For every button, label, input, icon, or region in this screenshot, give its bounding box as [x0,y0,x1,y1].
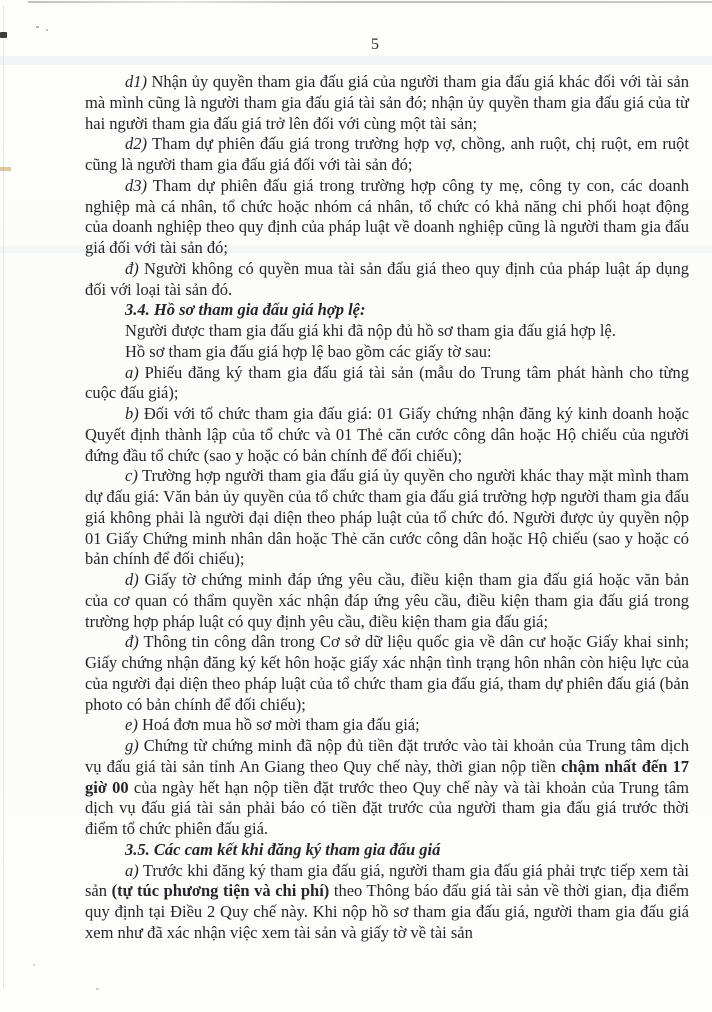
scan-artifact-top-line [28,1,712,3]
scan-artifact-speck [33,964,35,966]
clause-text: theo Thông báo đấu giá tài sản về thời gian, địa điểm quy định tại Điều 2 Quy chế này. Khi nộp hồ sơ tham gia đấu giá, người tham gia đấu giá xem như đã xác nhận việc xem tài sản và giấy tờ về tài sản [85,881,690,942]
clause-g [85,736,689,840]
document-body [85,72,689,944]
clause-text: Nhận ủy quyền tham gia đấu giá của người tham gia đấu giá khác đối với tài sản mà mình cũng là người tham gia đấu giá tài sản đó; nhận ủy quyền tham gia đấu giá của từ hai người tham gia đấu giá trở lên đối với cùng một tài sản; [85,72,689,133]
list-marker: d) [125,570,139,589]
clause-b [85,404,689,466]
scan-artifact-left-dash [0,32,7,38]
clause-text: Hoá đơn mua hồ sơ mời tham gia đấu giá; [141,715,420,735]
clause-text: Tham dự phiên đấu giá trong trường hợp công ty mẹ, công ty con, các doanh nghiệp mà cá nhân, tổ chức hoặc nhóm cá nhân, tổ chức có khả năng chi phối hoạt động của doanh nghiệp theo quy định của pháp luật về doanh nghiệp cũng là người tham gia đấu giá đối với tài sản đó; [85,175,690,257]
clause-d1 [85,72,689,134]
list-marker: d3) [125,175,147,195]
list-marker: b) [125,404,139,423]
list-marker: a) [125,362,139,382]
clause-text: Chứng từ chứng minh đã nộp đủ tiền đặt trước vào tài khoản của Trung tâm dịch vụ đấu giá tài sản tỉnh An Giang theo Quy chế này, thời gian nộp tiền [85,736,689,776]
clause-text: Tham dự phiên đấu giá trong trường hợp vợ, chồng, anh ruột, chị ruột, em ruột cũng là người tham gia đấu giá đối với tài sản đó; [85,134,689,174]
section-heading-3-4: 3.4. Hồ sơ tham gia đấu giá hợp lệ: [125,300,366,320]
list-marker: đ) [125,258,139,278]
clause-dd-2 [85,632,689,715]
list-marker: d2) [125,134,147,154]
clause-text: Phiếu đăng ký tham gia đấu giá tài sản (mẫu do Trung tâm phát hành cho từng cuộc đấu giá); [85,362,689,403]
list-marker: a) [125,860,139,880]
list-marker: d1) [125,72,147,91]
scan-artifact-speck [96,988,99,990]
clause-text: Trước khi đăng ký tham gia đấu giá, người tham gia đấu giá phải trực tiếp xem tài sản [85,860,690,901]
clause-d2 [85,134,689,176]
clause-a-section-3-5 [85,861,689,944]
clause-c [85,466,689,570]
clause-e [85,715,689,736]
clause-d3 [85,176,689,259]
clause-text: Thông tin công dân trong Cơ sở dữ liệu quốc gia về dân cư hoặc Giấy khai sinh; Giấy chứng nhận đăng ký kết hôn hoặc giấy xác nhận tình trạng hôn nhân còn hiệu lực của của người đại diện theo pháp luật của tổ chức tham gia đấu giá, tham dự phiên đấu giá (bản photo có bản chính để đối chiếu); [85,632,690,714]
scan-artifact-speck [36,26,39,28]
scan-artifact-speck [46,29,48,31]
clause-a [85,363,689,405]
paragraph-intro-1 [85,321,689,342]
clause-text: Người không có quyền mua tài sản đấu giá theo quy định của pháp luật áp dụng đối với loại tài sản đó. [85,258,690,299]
page-number: 5 [371,36,379,53]
clause-text: Trường hợp người tham gia đấu giá ủy quyền cho người khác thay mặt mình tham dự đấu giá: Văn bản ủy quyền của tổ chức tham gia đấu giá trường hợp người tham gia đấu giá không phải là người đại diện theo pháp luật của tổ chức đó. Người được ủy quyền nộp 01 Giấy Chứng minh nhân dân hoặc Thẻ căn cước công dân hoặc Hộ chiếu (sao y hoặc có bản chính để đối chiếu); [85,466,689,569]
clause-text: của ngày hết hạn nộp tiền đặt trước theo Quy chế này và tài khoản của Trung tâm dịch vụ đấu giá tài sản phải báo có tiền đặt trước của người tham gia đấu giá trước thời điểm tổ chức phiên đấu giá. [85,777,689,838]
clause-text-bold: (tự túc phương tiện và chi phí) [111,881,330,901]
paragraph-text: Người được tham gia đấu giá khi đã nộp đủ hồ sơ tham gia đấu giá hợp lệ. [125,321,616,340]
scan-artifact-band [0,56,712,65]
list-marker: e) [125,715,138,735]
section-heading-3-5: 3.5. Các cam kết khi đăng ký tham gia đấu giá [125,839,441,859]
scan-artifact-left-line [3,6,4,988]
clause-d [85,570,689,632]
clause-dd [85,259,689,301]
paragraph-text: Hồ sơ tham gia đấu giá hợp lệ bao gồm các giấy tờ sau: [125,341,492,361]
scan-artifact-tan-mark [0,167,11,171]
paragraph-intro-2 [85,342,689,363]
clause-text: Giấy tờ chứng minh đáp ứng yêu cầu, điều kiện tham gia đấu giá hoặc văn bản của cơ quan có thẩm quyền xác nhận đáp ứng yêu cầu, điều kiện tham gia đấu giá trong trường hợp pháp luật có quy định yêu cầu, điều kiện tham gia đấu giá; [85,570,690,631]
clause-text-bold: chậm nhất đến 17 giờ 00 [85,756,689,797]
list-marker: c) [125,466,138,486]
list-marker: đ) [125,632,139,652]
list-marker: g) [125,736,139,755]
clause-text: Đối với tổ chức tham gia đấu giá: 01 Giấy chứng nhận đăng ký kinh doanh hoặc Quyết định thành lập của tổ chức và 01 Thẻ căn cước công dân hoặc Hộ chiếu của người đứng đầu tổ chức (sao y hoặc có bản chính để đối chiếu); [85,404,689,465]
